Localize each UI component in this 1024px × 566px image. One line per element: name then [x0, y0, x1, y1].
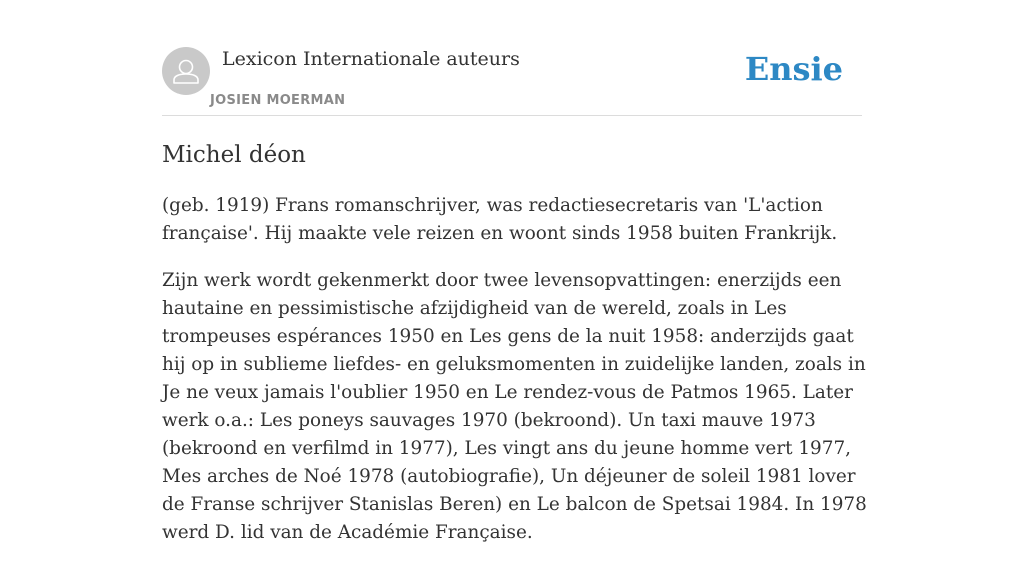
page-header	[162, 47, 862, 116]
author-avatar[interactable]	[162, 47, 210, 95]
article-title: Michel déon	[162, 142, 306, 168]
ensie-logo[interactable]: Ensie	[744, 50, 843, 88]
user-silhouette-icon	[162, 47, 210, 95]
author-name-link[interactable]: JOSIEN MOERMAN	[210, 93, 346, 108]
article-body	[162, 192, 867, 566]
lexicon-title-link[interactable]: Lexicon Internationale auteurs	[222, 48, 520, 70]
article-paragraph: Zijn werk wordt gekenmerkt door twee levensopvattingen: enerzijds een hautaine en pessimistische afzijdigheid van de wereld, zoals in Les trompeuses espérances 1950 en Les gens de la nuit 1958: anderzijds gaat hij op in sublieme liefdes- en geluksmomenten in zuidelijke landen, zoals in Je ne veux jamais l'oublier 1950 en Le rendez-vous de Patmos 1965. Later werk o.a.: Les poneys sauvages 1970 (bekroond). Un taxi mauve 1973 (bekroond en verfilmd in 1977), Les vingt ans du jeune homme vert 1977, Mes arches de Noé 1978 (autobiografie), Un déjeuner de soleil 1981 lover de Franse schrijver Stanislas Beren) en Le balcon de Spetsai 1984. In 1978 werd D. lid van de Académie Française.	[162, 270, 867, 543]
article-paragraph: (geb. 1919) Frans romanschrijver, was redactiesecretaris van 'L'action française'. Hij maakte vele reizen en woont sinds 1958 buiten Frankrijk.	[162, 195, 838, 244]
